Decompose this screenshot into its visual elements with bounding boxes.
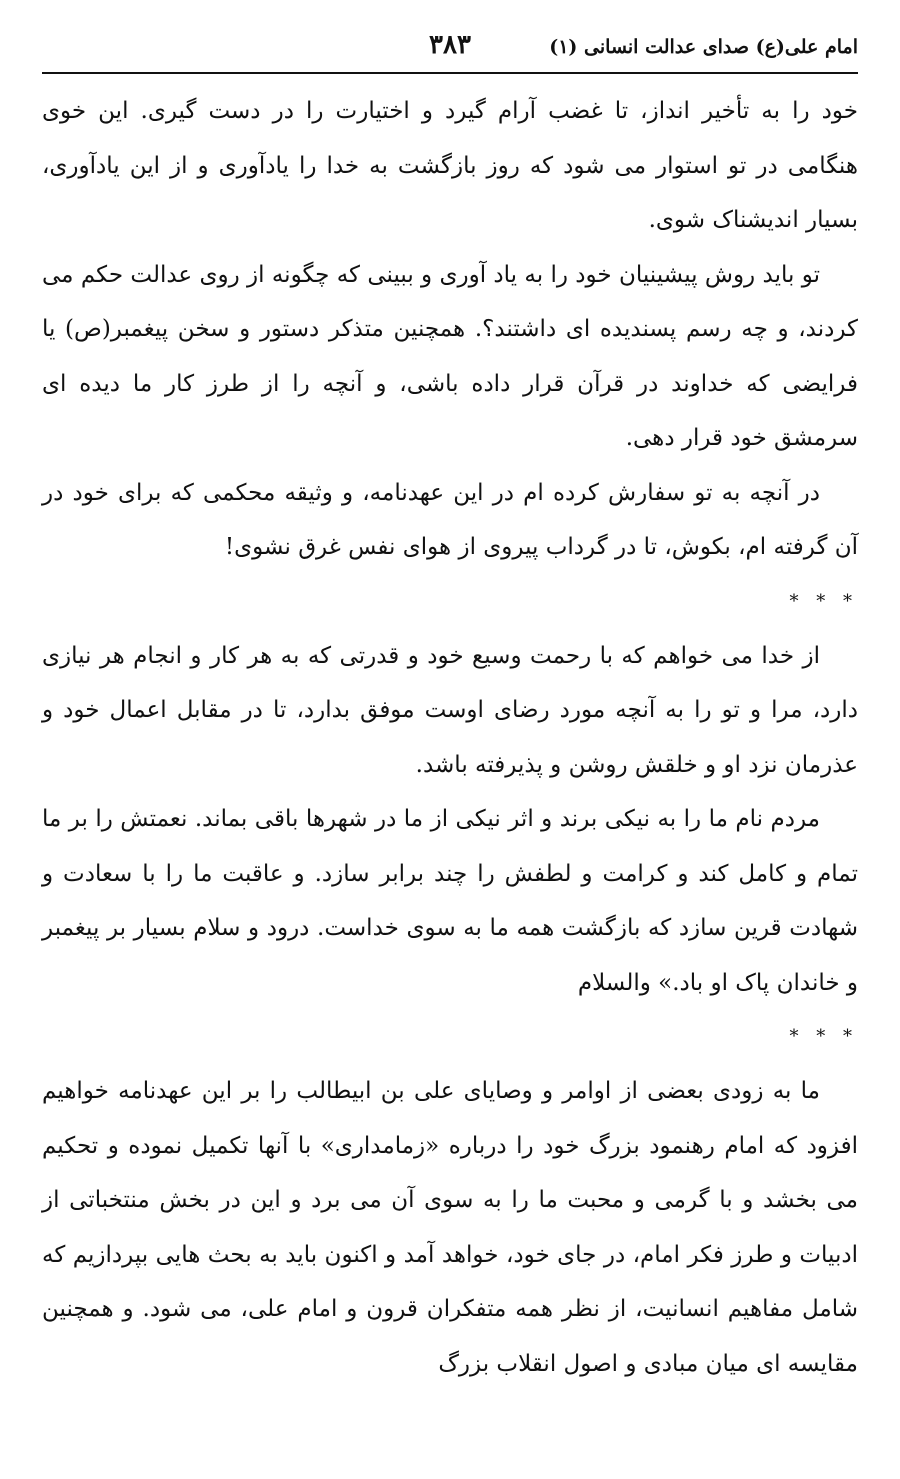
section-separator-2: * * *: [789, 1026, 858, 1047]
page-header: [42, 30, 858, 74]
paragraph-6: ما به زودی بعضی از اوامر و وصایای علی بن ابیطالب را بر این عهدنامه خواهیم افزود که امام رهنمود بزرگ خود را درباره «زمامداری» با آنها تکمیل نموده و تحکیم می بخشد و با گرمی و محبت ما را به سوی آن می برد و این در بخش منتخباتی از ادبیات و طرز فکر امام، در جای خود، خواهد آمد و اکنون باید به بحث هایی بپردازیم که شامل مفاهیم انسانیت، از نظر همه متفکران قرون و امام علی، می شود. و همچنین مقایسه ای میان مبادی و اصول انقلاب بزرگ: [42, 1078, 858, 1377]
paragraph-3: در آنچه به تو سفارش کرده ام در این عهدنامه، و وثیقه محکمی که برای خود در آن گرفته ام، بکوش، تا در گرداب پیروی از هوای نفس غرق نشوی!: [42, 479, 858, 560]
paragraph-1: خود را به تأخیر انداز، تا غضب آرام گیرد و اختیارت را در دست گیری. این خوی هنگامی در تو استوار می شود که روز بازگشت به خدا را یادآوری و از این یادآوری، بسیار اندیشناک شوی.: [42, 98, 858, 233]
page-number: ۳۸۳: [429, 30, 471, 60]
section-separator-1: * * *: [789, 590, 858, 612]
paragraph-4: از خدا می خواهم که با رحمت وسیع خود و قدرتی که به هر کار و انجام هر نیازی دارد، مرا و تو را به آنچه مورد رضای اوست موفق بدارد، تا در مقابل اعمال خود و عذرمان نزد او و خلقش روشن و پذیرفته باشد.: [42, 642, 858, 778]
running-title: امام علی(ع) صدای عدالت انسانی (۱): [549, 36, 858, 58]
paragraph-2: تو باید روش پیشینیان خود را به یاد آوری و ببینی که چگونه از روی عدالت حکم می کردند، و چه رسم پسندیده ای داشتند؟. همچنین متذکر دستور و سخن پیغمبر(ص) یا فرایضی که خداوند در قرآن قرار داده باشی، و آنچه را از طرز کار ما دیده ای سرمشق خود قرار دهی.: [42, 261, 858, 451]
paragraph-5: مردم نام ما را به نیکی برند و اثر نیکی از ما در شهرها باقی بماند. نعمتش را بر ما تمام و کامل کند و کرامت و لطفش را چند برابر سازد. و عاقبت ما را با سعادت و شهادت قرین سازد که بازگشت همه ما به سوی خداست. درود و سلام بسیار بر پیغمبر و خاندان پاک او باد.» والسلام: [42, 806, 858, 996]
body-text: [42, 84, 858, 1391]
